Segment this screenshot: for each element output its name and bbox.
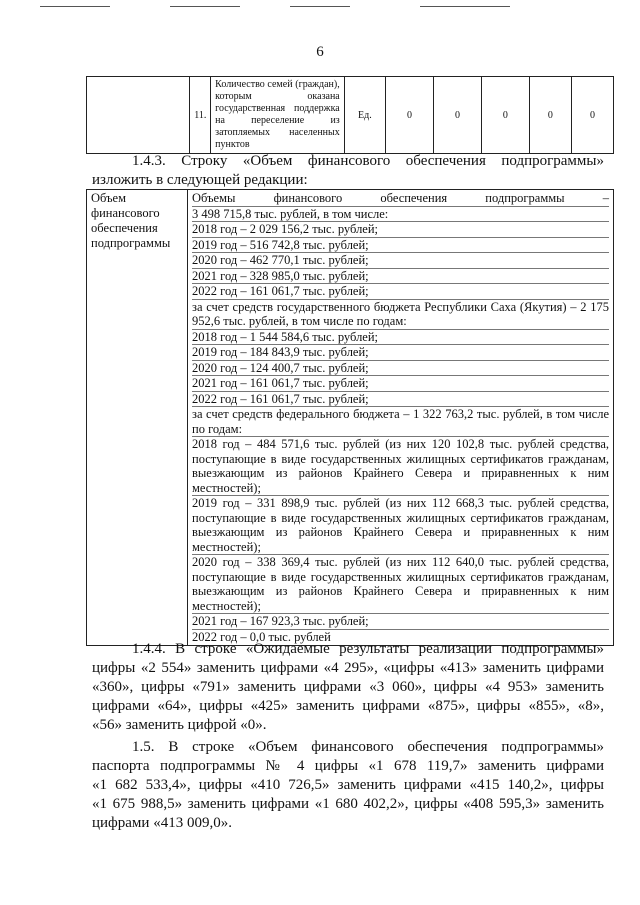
table-row [87,77,614,154]
unit-cell: Ед. [344,77,385,154]
scan-artifact [290,6,350,7]
indicator-table [86,76,614,154]
value-cell: 0 [481,77,529,154]
funding-line: 2020 год – 124 400,7 тыс. рублей; [192,361,609,377]
paragraph-1-4-3 [92,152,604,190]
table-row [87,190,614,646]
funding-line: 2018 год – 2 029 156,2 тыс. рублей; [192,222,609,238]
value-cell: 0 [529,77,571,154]
funding-header-cell: Объем финансового обеспечения подпрограммы [87,190,188,646]
value-cell: 0 [433,77,481,154]
funding-line: 2020 год – 338 369,4 тыс. рублей (из них 112 640,0 тыс. рублей средства, поступающие в виде государственных жилищных сертификатов гражданам, выезжающим из районов Крайнего Севера и приравненных к ним местностей); [192,555,609,613]
paragraph-line: 1.4.3. Строку «Объем финансового обеспечения подпрограммы» [132,153,604,169]
paragraph-line: «1 675 988,5» заменить цифрами «1 680 402,2», цифры «408 595,3» заменить [92,796,604,812]
empty-cell [87,77,190,154]
funding-line: 2021 год – 161 061,7 тыс. рублей; [192,376,609,392]
funding-line: 2022 год – 161 061,7 тыс. рублей; [192,284,609,300]
paragraph-line: «360», цифры «791» заменить цифрами «3 060», цифры «4 953» заменить [92,679,604,695]
value-cell: 0 [386,77,434,154]
paragraph-1-5 [92,738,604,833]
paragraph-line: 1.4.4. В строке «Ожидаемые результаты реализации подпрограммы» [132,641,604,657]
paragraph-1-4-4 [92,640,604,735]
paragraph-line: 1.5. В строке «Объем финансового обеспечения подпрограммы» [132,739,604,755]
funding-content-cell [188,190,614,646]
funding-table [86,189,614,646]
funding-line: 2021 год – 328 985,0 тыс. рублей; [192,269,609,285]
scan-artifact [420,6,510,7]
paragraph-line: «1 682 533,4», цифры «410 726,5» заменить цифрами «415 140,2», цифры [92,777,604,793]
page-number: 6 [316,44,324,60]
funding-line: 3 498 715,8 тыс. рублей, в том числе: [192,207,609,223]
indicator-cell: Количество семей (граждан), которым оказана государственная поддержка на переселение из затопляемых населенных пунктов [211,77,345,154]
funding-line: 2022 год – 0,0 тыс. рублей [192,629,331,644]
row-number-cell: 11. [190,77,211,154]
funding-line: 2022 год – 161 061,7 тыс. рублей; [192,392,609,408]
paragraph-line: изложить в следующей редакции: [92,172,308,188]
paragraph-line: паспорта подпрограммы № 4 цифры «1 678 119,7» заменить цифрами [92,758,604,774]
paragraph-line: цифры «2 554» заменить цифрами «4 295», «цифры «413» заменить цифрами [92,660,604,676]
value-cell: 0 [571,77,613,154]
paragraph-line: «56» заменить цифрой «0». [92,717,267,733]
funding-line: 2019 год – 516 742,8 тыс. рублей; [192,238,609,254]
funding-line: 2019 год – 184 843,9 тыс. рублей; [192,345,609,361]
funding-line: 2021 год – 167 923,3 тыс. рублей; [192,614,609,630]
scan-artifact [170,6,240,7]
scan-artifact [40,6,110,7]
paragraph-line: цифрами «413 009,0». [92,815,232,831]
funding-line: за счет средств государственного бюджета Республики Саха (Якутия) – 2 175 952,6 тыс. рублей, в том числе по годам: [192,299,609,328]
funding-line: 2019 год – 331 898,9 тыс. рублей (из них 112 668,3 тыс. рублей средства, поступающие в виде государственных жилищных сертификатов гражданам, выезжающим из районов Крайнего Севера и приравненных к ним местностей); [192,496,609,554]
paragraph-line: цифрами «64», цифры «425» заменить цифрами «875», цифры «855», «8», [92,698,604,714]
funding-line: Объемы финансового обеспечения подпрограммы – [192,191,609,205]
funding-line: 2020 год – 462 770,1 тыс. рублей; [192,253,609,269]
funding-line: за счет средств федерального бюджета – 1 322 763,2 тыс. рублей, в том числе по годам: [192,407,609,436]
funding-line: 2018 год – 484 571,6 тыс. рублей (из них 120 102,8 тыс. рублей средства, поступающие в виде государственных жилищных сертификатов гражданам, выезжающим из районов Крайнего Севера и приравненных к ним местностей); [192,437,609,495]
funding-line: 2018 год – 1 544 584,6 тыс. рублей; [192,330,609,346]
